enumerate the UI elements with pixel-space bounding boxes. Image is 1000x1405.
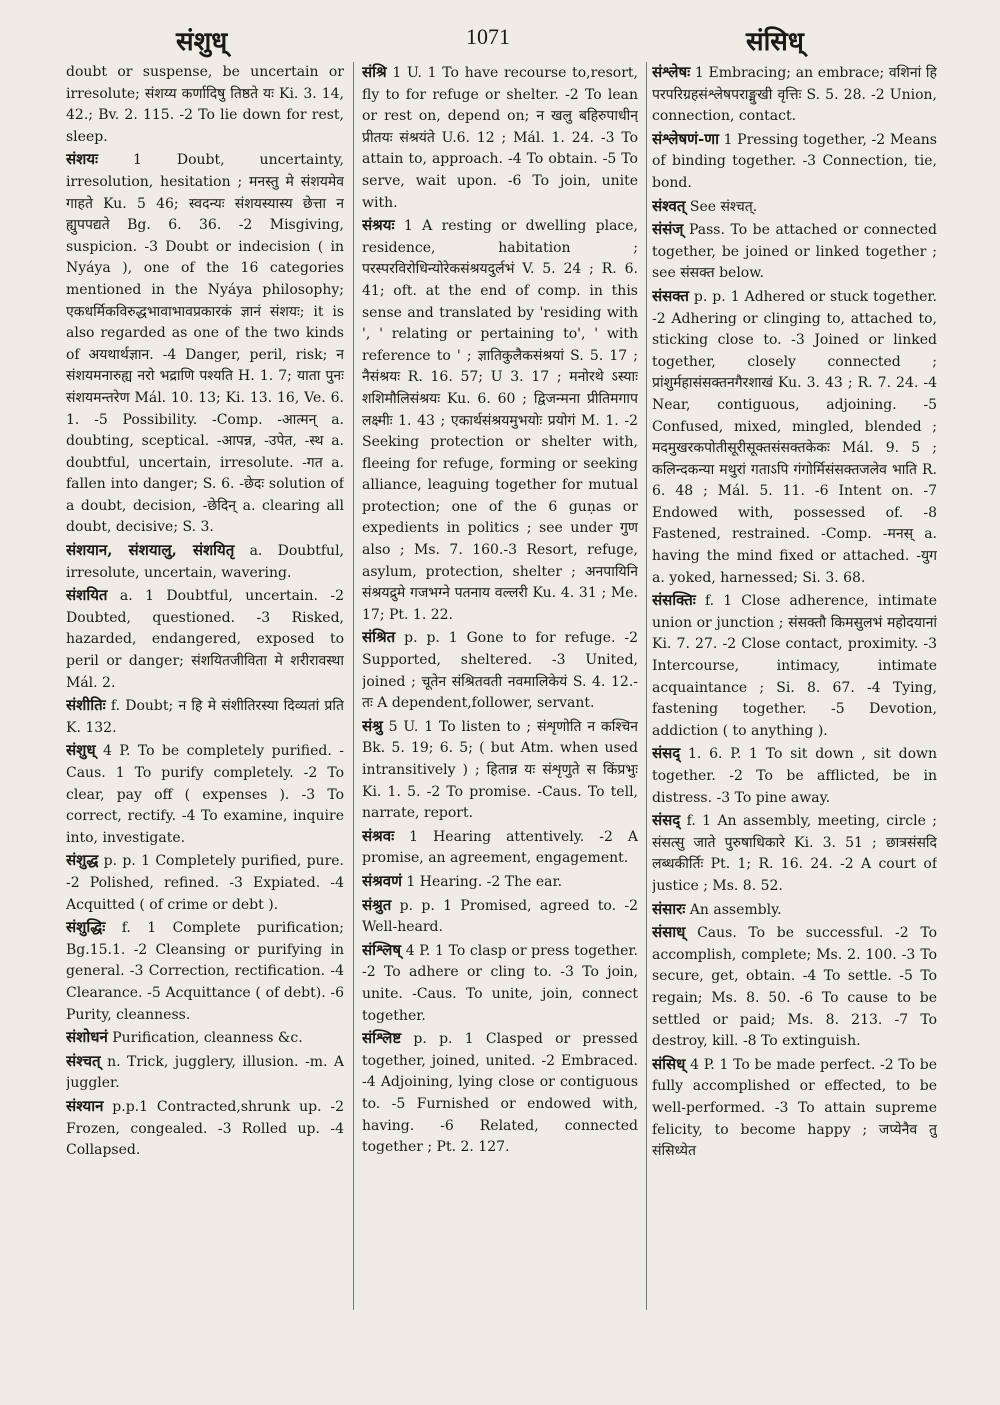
- dictionary-entry: [652, 129, 937, 195]
- dictionary-entry: [362, 1028, 638, 1159]
- page-number: 1071: [466, 24, 510, 49]
- dictionary-entry: [66, 585, 344, 694]
- entry-definition: 1 Doubt, uncertainty, irresolution, hesitation ; मनस्तु मे संशयमेव गाहते Ku. 5 46; स्वदन्यः संशयस्यास्य छेत्ता न ह्युपपद्यते Bg. 6. 36. -2 Misgiving, suspicion. -3 Doubt or indecision ( in Nyáya ), one of the 16 categories mentioned in the Nyáya philosophy; एकधर्मिकविरुद्धभावाभावप्रकारकं ज्ञानं संशयः; it is also regarded as one of the two kinds of अयथार्थज्ञान. -4 Danger, peril, risk; न संशयमनारुह्य नरो भद्राणि पश्यति H. 1. 7; याता पुनः संशयमन्तरेण Mál. 10. 13; Ki. 13. 16, Ve. 6. 1. -5 Possibility. -Comp. -आत्मन् a. doubting, sceptical. -आपन्न, -उपेत, -स्थ a. doubtful, uncertain, irresolute. -गत a. fallen into danger; S. 6. -छेदः solution of a doubt, decision, -छेदिन् a. clearing all doubt, decisive; S. 3.: [66, 152, 344, 536]
- column-3: [652, 62, 937, 1332]
- entry-headword: संसद्: [652, 744, 681, 763]
- dictionary-entry: [66, 540, 344, 584]
- entry-headword: संश्रि: [362, 63, 387, 81]
- column-divider: [353, 62, 354, 1310]
- entry-definition: 1. 6. P. 1 To sit down , sit down together. -2 To be afflicted, be in distress. -3 To pine away.: [652, 746, 937, 806]
- dictionary-entry: [362, 215, 638, 626]
- dictionary-entry: [362, 871, 638, 894]
- entry-definition: 1 Hearing attentively. -2 A promise, an agreement, engagement.: [362, 828, 638, 867]
- entry-definition: doubt or suspense, be uncertain or irresolute; संशय्य कर्णादिषु तिष्ठते यः Ki. 3. 14, 42.; Bv. 2. 115. -2 To lie down for rest, sleep.: [66, 64, 344, 145]
- entry-definition: Caus. To be successful. -2 To accomplish, complete; Ms. 2. 100. -3 To secure, get, obtain. -4 To settle. -5 To regain; Ms. 8. 50. -6 To cause to be settled or paid; Ms. 8. 213. -7 To destroy, kill. -8 To extinguish.: [652, 925, 937, 1050]
- dictionary-entry: [362, 62, 638, 214]
- entry-definition: Pass. To be attached or connected together, be joined or linked together ; see संसक्त below.: [652, 222, 937, 282]
- entry-headword: संश्लेषणं-णा: [652, 129, 719, 148]
- dictionary-entry: [652, 196, 937, 219]
- entry-headword: संशयित: [66, 586, 108, 605]
- entry-definition: Purification, cleanness &c.: [112, 1030, 303, 1047]
- dictionary-entry: [652, 590, 937, 742]
- dictionary-entry: [652, 810, 937, 897]
- entry-definition: p.p.1 Contracted,shrunk up. -2 Frozen, congealed. -3 Rolled up. -4 Collapsed.: [66, 1098, 344, 1159]
- entry-headword: संश्रित: [362, 628, 396, 647]
- dictionary-entry: [66, 1051, 344, 1095]
- column-2: [362, 62, 638, 1332]
- dictionary-entry: [66, 695, 344, 739]
- entry-definition: a. Doubtful, irresolute, uncertain, wavering.: [66, 543, 344, 581]
- entry-headword: संशोधनं: [66, 1028, 108, 1047]
- entry-headword: संसक्तिः: [652, 591, 696, 610]
- entry-definition: f. 1 Close adherence, intimate union or junction ; संसक्तौ किमसुलभं महोदयानां Ki. 7. 27. -2 Close contact, proximity. -3 Intercourse, intimacy, intimate acquaintance ; Si. 8. 67. -4 Tying, fastening together. -5 Devotion, addiction ( to anything ).: [652, 593, 937, 739]
- entry-headword: संश्लिष्ट: [362, 1029, 402, 1048]
- entry-headword: संसारः: [652, 899, 686, 918]
- dictionary-entry: [652, 922, 937, 1053]
- entry-headword: संश्रु: [362, 716, 383, 735]
- entry-headword: संश्रुत: [362, 895, 392, 914]
- entry-definition: p. p. 1 Gone to for refuge. -2 Supported, sheltered. -3 United, joined ; चूतेन संश्रितवती नवमालिकेयं S. 4. 12.-तः A dependent,follower, servant.: [362, 630, 638, 712]
- entry-headword: संसक्त: [652, 286, 689, 305]
- left-running-headword: संशुध्: [176, 27, 228, 57]
- entry-headword: संसद्: [652, 811, 681, 830]
- entry-headword: संश्वत्: [652, 196, 686, 215]
- dictionary-entry: [362, 940, 638, 1027]
- entry-definition: f. 1 An assembly, meeting, circle ; संसत्सु जाते पुरुषाधिकारे Ki. 3. 51 ; छात्रसंसदि लब्धकीर्तिः Pt. 1; R. 16. 24. -2 A court of justice ; Ms. 8. 52.: [652, 813, 937, 894]
- entry-definition: 1 Pressing together, -2 Means of binding together. -3 Connection, tie, bond.: [652, 131, 937, 191]
- entry-definition: n. Trick, jugglery, illusion. -m. A juggler.: [66, 1053, 344, 1092]
- entry-definition: 1 Hearing. -2 The ear.: [406, 873, 563, 890]
- dictionary-entry: [66, 62, 344, 148]
- dictionary-entry: [362, 627, 638, 714]
- entry-definition: 1 Embracing; an embrace; वशिनां हि परपरिग्रहसंश्लेषपराङ्मुखी वृत्तिः S. 5. 28. -2 Union, connection, contact.: [652, 65, 937, 125]
- dictionary-entry: [362, 895, 638, 939]
- entry-headword: संश्लेषः: [652, 63, 691, 81]
- dictionary-entry: [652, 1054, 937, 1163]
- dictionary-entry: [652, 286, 937, 589]
- page-header: [0, 22, 1000, 62]
- entry-definition: See संश्चत्.: [689, 198, 758, 215]
- entry-definition: a. 1 Doubtful, uncertain. -2 Doubted, questioned. -3 Risked, hazarded, endangered, exposed to peril or danger; संशयितजीविता मे शरीरावस्था Mál. 2.: [66, 588, 344, 691]
- entry-headword: संशुद्ध: [66, 851, 99, 870]
- entry-definition: 4 P. 1 To clasp or press together. -2 To adhere or cling to. -3 To join, unite. -Caus. To unite, join, connect together.: [362, 942, 638, 1024]
- entry-definition: 1 A resting or dwelling place, residence, habitation ; परस्परविरोधिन्योरेकसंश्रयदुर्लभं V. 5. 24 ; R. 6. 41; oft. at the end of comp. in this sense and translated by 'residing with ', ' relating or pertaining to', ' with reference to ' ; ज्ञातिकुलैकसंश्रयां S. 5. 17 ; नैसंश्रयः R. 16. 57; U 3. 17 ; मनोरथे ऽस्याः शशिमौलिसंश्रयः Ku. 6. 60 ; द्विजन्मना प्रीतिमगाप लक्ष्मीः 1. 43 ; एकार्थसंश्रयमुभयोः प्रयोगं M. 1. -2 Seeking protection or shelter with, fleeing for refuge, forming or seeking alliance, leaguing together for mutual protection; one of the 6 guṇas or expedients in politics ; see under गुण also ; Ms. 7. 160.-3 Resort, refuge, asylum, protection, shelter ; अनपायिनि संश्रयद्रुमे गजभग्ने पतनाय वल्लरी Ku. 4. 31 ; Me. 17; Pt. 1. 22.: [362, 218, 638, 623]
- dictionary-entry: [66, 740, 344, 849]
- dictionary-entry: [66, 149, 344, 539]
- entry-headword: संशयः: [66, 150, 99, 169]
- entry-definition: p. p. 1 Adhered or stuck together. -2 Adhering or clinging to, attached to, sticking close to. -3 Joined or linked together, closely connected ; प्रांशुर्महासंसक्तनगैरशाखं Ku. 3. 43 ; R. 7. 24. -4 Near, contiguous, adjoining. -5 Confused, mixed, mingled, blended ; मदमुखरकपोतीसूरीसूक्तसंसक्तकेकः Mál. 9. 5 ; कलिन्दकन्या मथुरां गताऽपि गंगोर्मिसंसक्तजलेव भाति R. 6. 48 ; Mál. 5. 11. -6 Intent on. -7 Endowed with, possessed of. -8 Fastened, restrained. -Comp. -मनस् a. having the mind fixed or attached. -युग a. yoked, harnessed; Si. 3. 68.: [652, 288, 937, 586]
- entry-headword: संश्रवः: [362, 826, 395, 845]
- entry-headword: संश्लिष्: [362, 940, 402, 959]
- entry-definition: p. p. 1 Clasped or pressed together, joined, united. -2 Embraced. -4 Adjoining, lying close or contiguous to. -5 Furnished or endowed with, having. -6 Related, connected together ; Pt. 2. 127.: [362, 1031, 638, 1156]
- entry-headword: संशयान, संशयालु, संशयितृ: [66, 541, 235, 560]
- entry-definition: 5 U. 1 To listen to ; संशृणोति न कश्चिन Bk. 5. 19; 6. 5; ( but Atm. when used intransitively ) ; हितान्न यः संशृणुते स किंप्रभुः Ki. 1. 5. -2 To promise. -Caus. To tell, narrate, report.: [362, 718, 638, 822]
- dictionary-entry: [362, 826, 638, 870]
- dictionary-entry: [652, 62, 937, 128]
- entry-definition: 4 P. To be completely purified. -Caus. 1 To purify completely. -2 To clear, pay off ( expenses ). -3 To correct, rectify. -4 To examine, inquire into, investigate.: [66, 743, 344, 846]
- entry-headword: संशीतिः: [66, 696, 106, 715]
- dictionary-entry: [652, 899, 937, 922]
- entry-definition: p. p. 1 Promised, agreed to. -2 Well-heard.: [362, 897, 638, 936]
- dictionary-entry: [66, 850, 344, 916]
- dictionary-entry: [362, 716, 638, 825]
- entry-definition: f. 1 Complete purification; Bg.15.1. -2 Cleansing or purifying in general. -3 Correction, rectification. -4 Clearance. -5 Acquittance ( of debt). -6 Purity, cleanness.: [66, 920, 344, 1023]
- dictionary-entry: [66, 1027, 344, 1050]
- entry-definition: 4 P. 1 To be made perfect. -2 To be fully accomplished or effected, to be well-performed. -3 To attain supreme felicity, to become happy ; जप्येनैव तु संसिध्येत: [652, 1056, 937, 1160]
- entry-headword: संश्चत्: [66, 1051, 101, 1070]
- entry-definition: An assembly.: [689, 901, 782, 918]
- entry-headword: संश्रयः: [362, 216, 395, 235]
- entry-definition: f. Doubt; न हि मे संशीतिरस्या दिव्यतां प्रति K. 132.: [66, 698, 344, 736]
- entry-headword: संसाध्: [652, 923, 686, 942]
- entry-headword: संशुद्धिः: [66, 918, 106, 937]
- entry-headword: संश्रवणं: [362, 871, 402, 890]
- entry-definition: p. p. 1 Completely purified, pure. -2 Polished, refined. -3 Expiated. -4 Acquitted ( of crime or debt ).: [66, 853, 344, 913]
- dictionary-entry: [652, 743, 937, 809]
- column-divider: [646, 62, 647, 1310]
- dictionary-entry: [66, 917, 344, 1026]
- entry-headword: संश्यान: [66, 1096, 104, 1115]
- dictionary-entry: [66, 1096, 344, 1162]
- dictionary-entry: [652, 219, 937, 285]
- entry-definition: 1 U. 1 To have recourse to,resort, fly to for refuge or shelter. -2 To lean or rest on, depend on; न खलु बहिरुपाधीन् प्रीतयः संश्रयंते U.6. 12 ; Mál. 1. 24. -3 To attain to, approach. -4 To obtain. -5 To serve, wait upon. -6 To join, unite with.: [362, 65, 638, 211]
- entry-headword: संसिध्: [652, 1054, 686, 1073]
- entry-headword: संसंज्: [652, 220, 684, 239]
- column-1: [66, 62, 344, 1332]
- entry-headword: संशुध्: [66, 741, 96, 760]
- right-running-headword: संसिध्: [746, 27, 804, 57]
